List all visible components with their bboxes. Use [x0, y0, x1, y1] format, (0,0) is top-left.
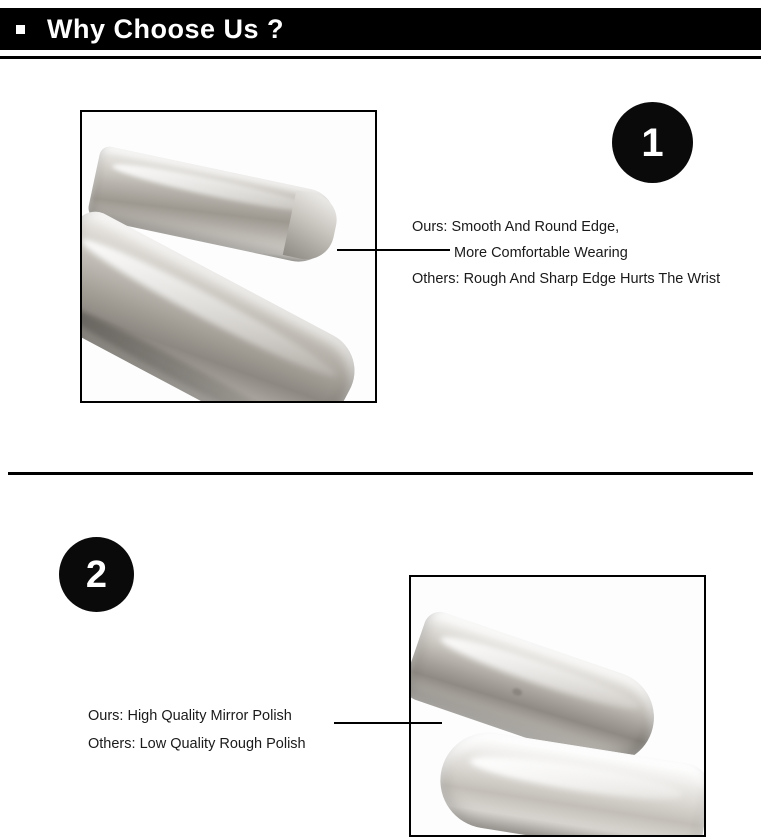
product-photo-2 — [409, 575, 706, 837]
highlight-streak — [437, 628, 643, 717]
feature-line: More Comfortable Wearing — [454, 245, 628, 261]
feature-text-1 — [412, 214, 742, 292]
photo-2-artwork — [411, 577, 704, 835]
page-title: Why Choose Us ? — [47, 13, 285, 44]
step-badge-1: 1 — [612, 102, 693, 183]
product-photo-1 — [80, 110, 377, 403]
feature-text-2 — [88, 702, 388, 758]
highlight-streak — [468, 749, 684, 807]
section-divider — [8, 472, 753, 475]
feature-line: Others: Low Quality Rough Polish — [88, 736, 306, 752]
feature-line: Ours: Smooth And Round Edge, — [412, 219, 620, 235]
step-badge-2: 2 — [59, 537, 134, 612]
feature-line: Ours: High Quality Mirror Polish — [88, 708, 292, 724]
highlight-streak — [110, 158, 319, 218]
square-bullet-icon — [16, 25, 25, 34]
page-header — [0, 8, 761, 50]
feature-line: Others: Rough And Sharp Edge Hurts The Wrist — [412, 271, 721, 287]
header-underline — [0, 56, 761, 59]
surface-mark — [511, 687, 523, 697]
photo-1-artwork — [82, 112, 375, 401]
